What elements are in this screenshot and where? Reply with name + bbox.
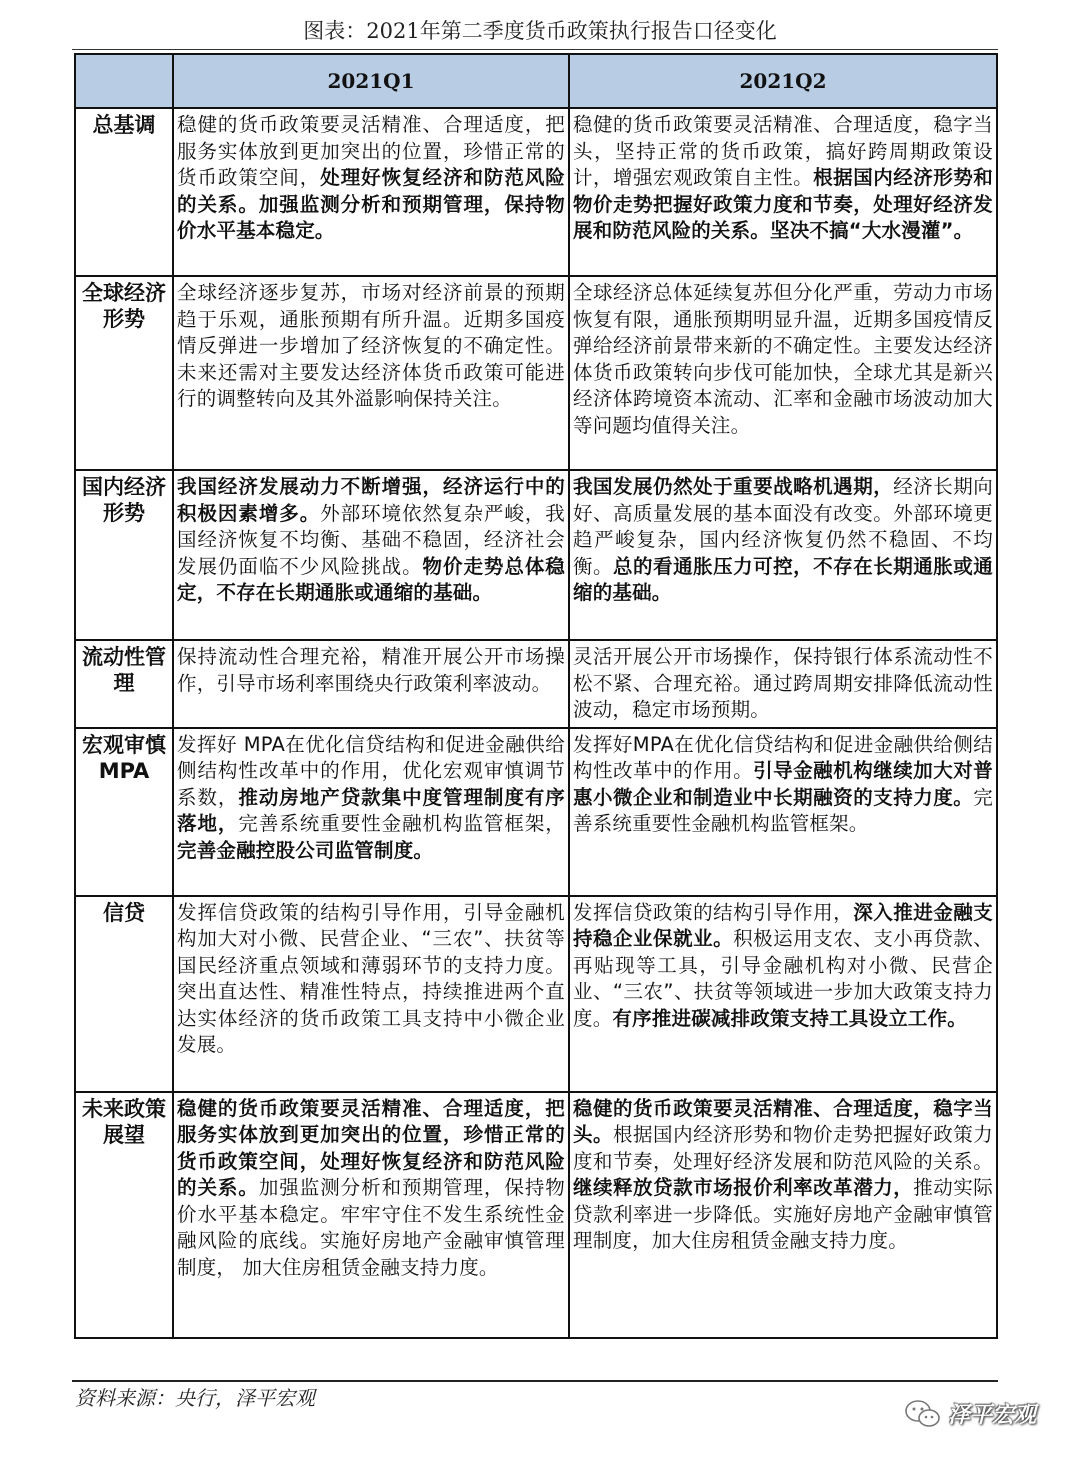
table-row [75,276,997,470]
table-row [75,640,997,728]
bold-text-segment: 我国发展仍然处于重要战略机遇期， [573,475,894,498]
table-row [75,470,997,640]
bold-text-segment: 推动房地产贷款集中度管理制度有序落地， [177,785,565,835]
wechat-icon [904,1399,942,1429]
text-segment: 保持流动性合理充裕，精准开展公开市场操作，引导市场利率围绕央行政策利率波动。 [177,645,565,695]
bold-text-segment: 深入推进金融支持稳企业保就业。 [573,900,993,950]
bold-text-segment: 完善金融控股公司监管制度。 [177,838,434,862]
text-segment: 经济长期向好、高质量发展的基本面没有改变。外部环境更趋严峻复杂，国内经济恢复仍然不稳固、不均衡。 [573,475,993,578]
text-segment: 根据国内经济形势和物价走势把握好政策力度和节奏，处理好经济发展和防范风险的关系。 [573,1123,993,1173]
title-divider [72,49,998,50]
table-row [75,728,997,896]
bold-text-segment: 引导金融机构继续加大对普惠小微企业和制造业中长期融资的支持力度。 [573,759,993,809]
text-segment: 发挥信贷政策的结构引导作用， [573,900,854,924]
cell-q1 [173,108,569,276]
text-segment: 灵活开展公开市场操作，保持银行体系流动性不松不紧、合理充裕。通过跨周期安排降低流动性波动，稳定市场预期。 [573,645,993,721]
bold-text-segment: 根据国内经济形势和物价走势把握好政策力度和节奏，处理好经济发展和防范风险的关系。坚决不搞“大水漫灌”。 [573,166,993,242]
text-segment: 完善系统重要性金融机构监管框架， [238,812,565,835]
source-divider [72,1380,998,1382]
cell-q1 [173,470,569,640]
text-segment: 稳健的货币政策要灵活精准、合理适度，稳字当头，坚持正常的货币政策，搞好跨周期政策设计，增强宏观政策自主性。 [573,113,993,189]
text-segment: 加强监测分析和预期管理，保持物价水平基本稳定。牢牢守住不发生系统性金融风险的底线。实施好房地产金融审慎管理制度， 加大住房租赁金融支持力度。 [177,1176,565,1279]
bold-text-segment: 物价走势总体稳定，不存在长期通胀或通缩的基础。 [177,554,565,604]
brand-watermark [904,1398,1036,1429]
bold-text-segment: 稳健的货币政策要灵活精准、合理适度，稳字当头。 [573,1096,993,1146]
brand-name: 泽平宏观 [948,1403,1037,1428]
header-q2: 2021Q2 [569,54,997,108]
row-label: 未来政策展望 [75,1092,173,1338]
cell-q1 [173,640,569,728]
text-segment: 完善系统重要性金融机构监管框架。 [573,785,993,835]
row-label: 全球经济形势 [75,276,173,470]
text-segment: 发挥好 MPA在优化信贷结构和促进金融供给侧结构性改革中的作用，优化宏观审慎调节系数， [177,732,565,809]
cell-q2 [569,728,997,896]
bold-text-segment: 稳健的货币政策要灵活精准、合理适度，把服务实体放到更加突出的位置，珍惜正常的货币政策空间，处理好恢复经济和防范风险的关系。 [177,1096,565,1199]
bold-text-segment: 我国经济发展动力不断增强，经济运行中的积极因素增多。 [177,475,565,525]
cell-q2 [569,108,997,276]
text-segment: 外部环境依然复杂严峻，我国经济恢复不均衡、基础不稳固，经济社会发展仍面临不少风险挑战。 [177,501,565,578]
table-row [75,896,997,1092]
bold-text-segment: 处理好恢复经济和防范风险的关系。加强监测分析和预期管理，保持物价水平基本稳定。 [177,166,565,242]
text-segment: 发挥好MPA在优化信贷结构和促进金融供给侧结构性改革中的作用。 [573,732,993,782]
text-segment: 推动实际贷款利率进一步降低。实施好房地产金融审慎管理制度，加大住房租赁金融支持力度。 [573,1176,993,1252]
bold-text-segment: 总的看通胀压力可控，不存在长期通胀或通缩的基础。 [573,554,993,604]
header-corner-cell [75,54,173,108]
cell-q1 [173,276,569,470]
cell-q2 [569,640,997,728]
cell-q1 [173,1092,569,1338]
table-row [75,1092,997,1338]
cell-q2 [569,1092,997,1338]
row-label: 信贷 [75,896,173,1092]
cell-q2 [569,470,997,640]
text-segment: 全球经济总体延续复苏但分化严重，劳动力市场恢复有限，通胀预期明显升温，近期多国疫情反弹给经济前景带来新的不确定性。主要发达经济体货币政策转向步伐可能加快，全球尤其是新兴经济体跨境资本流动、汇率和金融市场波动加大等问题均值得关注。 [573,281,993,437]
table-row [75,108,997,276]
text-segment: 全球经济逐步复苏，市场对经济前景的预期趋于乐观，通胀预期有所升温。近期多国疫情反弹进一步增加了经济恢复的不确定性。未来还需对主要发达经济体货币政策可能进行的调整转向及其外溢影响保持关注。 [177,281,565,410]
cell-q2 [569,896,997,1092]
bold-text-segment: 有序推进碳减排政策支持工具设立工作。 [612,1006,968,1030]
cell-q1 [173,728,569,896]
text-segment: 发挥信贷政策的结构引导作用，引导金融机构加大对小微、民营企业、“三农”、扶贫等国民经济重点领域和薄弱环节的支持力度。突出直达性、精准性特点，持续推进两个直达实体经济的货币政策工具支持中小微企业发展。 [177,900,565,1056]
chart-title: 图表：2021年第二季度货币政策执行报告口径变化 [303,19,777,43]
table-header-row [75,54,997,108]
text-segment: 稳健的货币政策要灵活精准、合理适度，把服务实体放到更加突出的位置，珍惜正常的货币政策空间， [177,113,565,189]
cell-q2 [569,276,997,470]
row-label: 宏观审慎MPA [75,728,173,896]
row-label: 流动性管理 [75,640,173,728]
source-note: 资料来源：央行，泽平宏观 [75,1386,315,1410]
bold-text-segment: 继续释放贷款市场报价利率改革潜力， [573,1176,914,1199]
cell-q1 [173,896,569,1092]
text-segment: 积极运用支农、支小再贷款、再贴现等工具，引导金融机构对小微、民营企业、“三农”、扶贫等领域进一步加大政策支持力度。 [573,927,993,1030]
row-label: 总基调 [75,108,173,276]
row-label: 国内经济形势 [75,470,173,640]
comparison-table [74,53,998,1339]
header-q1: 2021Q1 [173,54,569,108]
